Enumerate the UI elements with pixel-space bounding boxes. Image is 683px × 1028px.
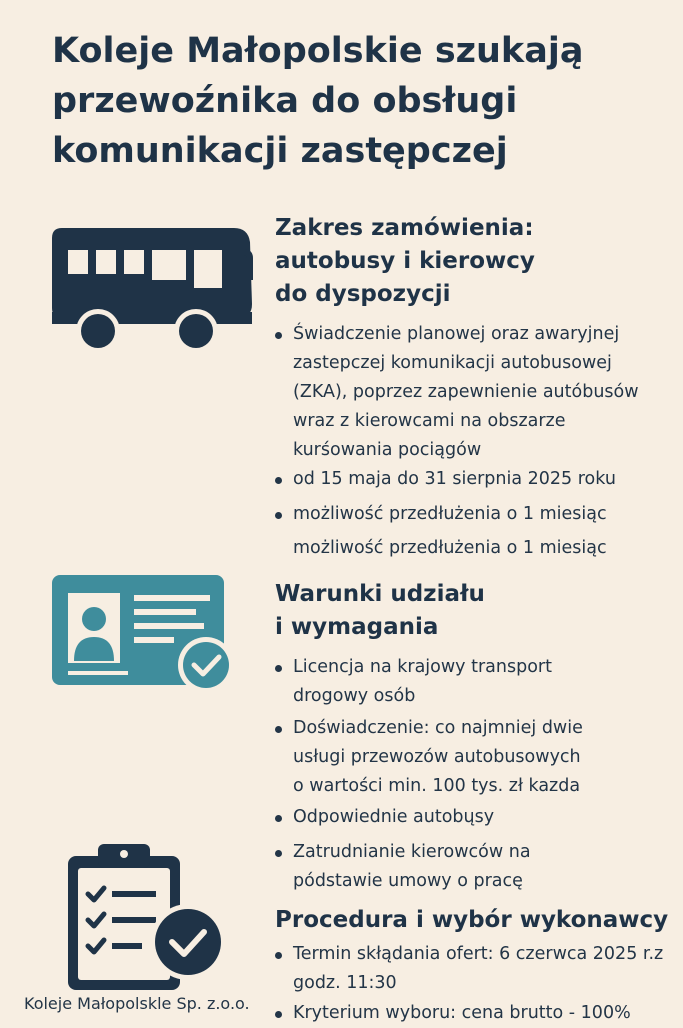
heading-line: Procedura i wybór wykonawcy [275,907,669,933]
bullet-item [275,465,680,494]
bullet-line: o wartości min. 100 tys. zł kazda [293,776,581,796]
scope-extra-line: możliwość przedłużenia o 1 miesiąc [293,538,607,558]
id-card-check-icon [52,575,234,691]
bullet-dot [275,952,282,959]
bullet-item [275,803,680,832]
bullet-line: (ZKA), poprzez zapewnienie autóbusów [293,382,639,402]
section-scope [275,212,680,311]
bullet-line: od 15 maja do 31 sierpnia 2025 roku [293,469,616,489]
heading-line: Zakres zamówienia: [275,215,534,241]
heading-line: do dyspozycji [275,281,451,307]
bus-icon [52,228,257,353]
bullet-item [275,714,680,801]
bullet-line: usługi przewozów autobusowych [293,747,581,767]
bullet-item [275,838,680,896]
bullet-line: Licencja na krajowy transport [293,657,552,677]
scope-bullets [275,320,680,465]
scope-bullets-3 [275,500,680,529]
bullet-item [275,940,680,998]
bullet-line: Odpowiednie autobųsy [293,807,495,827]
title-line: komunikacji zastępczej [52,131,508,171]
bullet-dot [275,726,282,733]
page-title [52,26,652,176]
bullet-dot [275,332,282,339]
bullet-line: zastepczej komunikacji autobusowej [293,353,612,373]
heading-line: i wymagania [275,614,439,640]
bullet-line: Kryterium wyboru: cena brutto - 100% [293,1003,631,1023]
bullet-dot [275,815,282,822]
bullet-dot [275,665,282,672]
bullet-dot [275,850,282,857]
section-requirements [275,578,680,644]
title-line: przewoźnika do obsługi [52,81,518,121]
bullet-line: pódstawie umowy o pracę [293,871,523,891]
bullet-line: Doświadczenie: co najmniej dwie [293,718,583,738]
bullet-item [275,320,680,465]
bullet-line: wraz z kierowcami na obszarze [293,411,566,431]
bullet-line: możliwość przedłużenia o 1 miesiąc [293,504,607,524]
clipboard-checklist-icon [66,842,228,992]
section-heading [275,578,680,644]
procedure-bullets-1 [275,940,680,998]
bullet-line: kurśowania pociągów [293,440,482,460]
bullet-dot [275,1011,282,1018]
bullet-item [275,500,680,529]
title-line: Koleje Małopolskie szukają [52,31,584,71]
bullet-dot [275,477,282,484]
bullet-line: drogowy osób [293,686,416,706]
bullet-line: Termin skłądania ofert: 6 czerwca 2025 r.z [293,944,664,964]
bullet-item [275,653,680,711]
bullet-line: Świadczenie planowej oraz awaryjnej [293,324,620,344]
heading-line: autobusy i kierowcy [275,248,535,274]
requirements-bullets-2 [275,714,680,801]
footer-company: Koleje Małopolskle Sp. z.o.o. [24,994,250,1013]
heading-line: Warunki udziału [275,581,485,607]
bullet-line: Zatrudnianie kierowców na [293,842,531,862]
bullet-dot [275,512,282,519]
section-procedure [275,904,680,937]
section-heading [275,212,680,311]
requirements-bullets-3 [275,803,680,832]
requirements-bullets-4 [275,838,680,896]
requirements-bullets-1 [275,653,680,711]
scope-bullets-2 [275,465,680,494]
bullet-line: godz. 11:30 [293,973,397,993]
section-heading [275,904,680,937]
